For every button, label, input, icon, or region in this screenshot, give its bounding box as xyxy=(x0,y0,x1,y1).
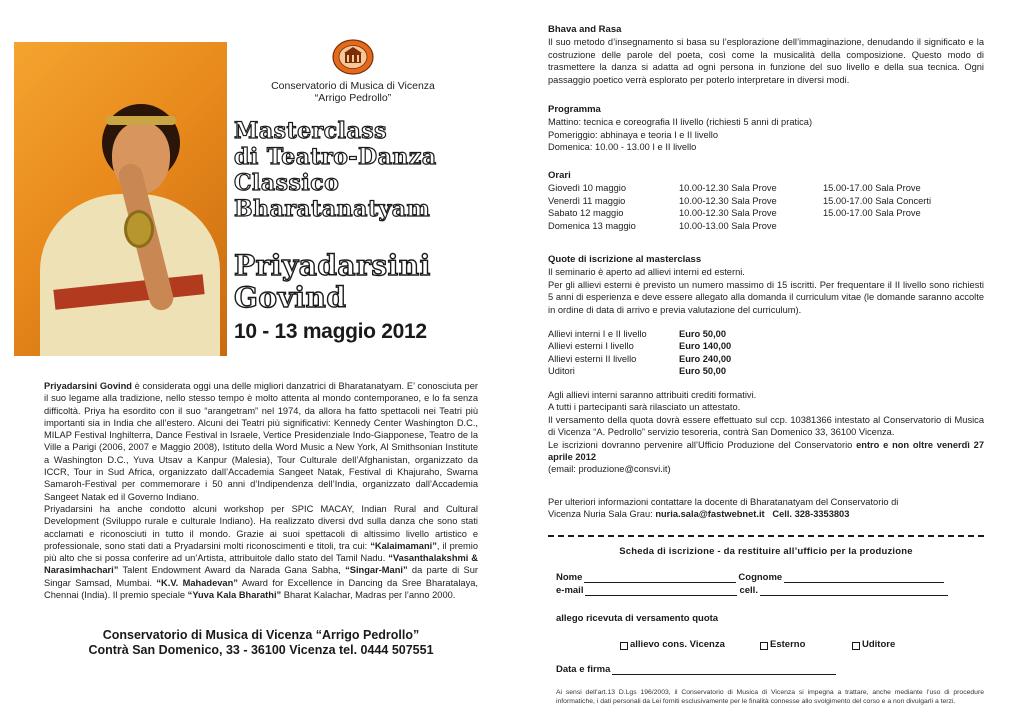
cognome-field[interactable] xyxy=(784,572,944,583)
title-line-3: Classico xyxy=(234,170,340,196)
schedule-day: Venerdì 11 maggio xyxy=(548,195,626,206)
cognome-label: Cognome xyxy=(738,572,783,583)
schedule-morning: 10.00-12.30 Sala Prove xyxy=(679,183,777,194)
schedule-day: Giovedì 10 maggio xyxy=(548,183,627,194)
fee-row xyxy=(548,353,848,365)
schedule-afternoon: 15.00-17.00 Sala Prove xyxy=(823,183,921,194)
orari-heading: Orari xyxy=(548,170,571,181)
schedule-afternoon: 15.00-17.00 Sala Concerti xyxy=(823,195,932,206)
footer-address xyxy=(44,628,478,658)
section-bhava-rasa xyxy=(548,24,984,86)
info-line-4a: Le iscrizioni dovranno pervenire all’Ufficio Produzione del Conservatorio xyxy=(548,439,857,450)
award-singar-mani: “Singar-Mani” xyxy=(345,565,408,576)
schedule-afternoon: 15.00-17.00 Sala Prove xyxy=(823,208,921,219)
schedule-row xyxy=(548,220,984,232)
footer-line-1: Conservatorio di Musica di Vicenza “Arrigo Pedrollo” xyxy=(102,628,420,642)
biography xyxy=(44,380,478,601)
schedule-morning: 10.00-12.30 Sala Prove xyxy=(679,195,777,206)
section-programma xyxy=(548,104,984,154)
section-orari xyxy=(548,170,984,232)
cell-field[interactable] xyxy=(760,585,948,596)
conservatorio-name-line2: “Arrigo Pedrollo” xyxy=(314,92,392,104)
event-dates: 10 - 13 maggio 2012 xyxy=(234,320,427,343)
section-contact xyxy=(548,496,984,521)
contact-name: Vicenza Nuria Sala Grau: xyxy=(548,509,656,520)
contact-phone: Cell. 328-3353803 xyxy=(772,509,850,520)
bio-name: Priyadarsini Govind xyxy=(44,381,132,391)
schedule-row xyxy=(548,207,984,219)
dancer-headpiece xyxy=(106,116,176,125)
data-firma-label: Data e firma xyxy=(556,664,611,675)
option-allievo[interactable] xyxy=(620,639,725,650)
conservatorio-name xyxy=(250,80,456,104)
teacher-name xyxy=(234,250,504,314)
title-line-1: Masterclass xyxy=(234,118,388,144)
award-yuva-kala-bharathi: “Yuva Kala Bharathi” xyxy=(187,590,282,601)
teacher-first-name: Priyadarsini xyxy=(234,249,431,282)
bhava-heading: Bhava and Rasa xyxy=(548,24,622,35)
cut-line-divider xyxy=(548,535,984,537)
checkbox-esterno[interactable] xyxy=(760,642,768,650)
schedule-day: Domenica 13 maggio xyxy=(548,220,636,231)
quote-line-2: Per gli allievi esterni è previsto un numero massimo di 15 iscritti. Per frequentare il II livello sono richiesti 5 anni di esperienza e deve essere allegato alla domanda il curriculum vitae (le domande saranno accolte in ordine di data di arrivo e previa valutazione del curriculum). xyxy=(548,279,984,315)
fee-value: Euro 50,00 xyxy=(679,366,727,377)
footer-line-2: Contrà San Domenico, 33 - 36100 Vicenza tel. 0444 507551 xyxy=(88,643,434,657)
privacy-notice: Ai sensi dell’art.13 D.Lgs 196/2003, il Conservatorio di Musica di Vicenza si impegna a trattare, anche mediante l’uso di procedure informatiche, i dati personali da Lei forniti esclusivamente per le finalità connesse allo svolgimento del corso e a non divulgarli a terzi. xyxy=(556,689,984,705)
nome-label: Nome xyxy=(556,572,583,583)
conservatorio-name-line1: Conservatorio di Musica di Vicenza xyxy=(271,80,435,92)
form-row-date-signature xyxy=(556,664,836,675)
info-line-3: Il versamento della quota dovrà essere effettuato sul ccp. 10381366 intestato al Conservatorio di Musica di Vicenza “A. Pedrollo” servizio tesoreria, contrà San Domenico 33, 36100 Vicenza. xyxy=(548,414,984,438)
fee-row xyxy=(548,365,848,377)
fee-label: Allievi interni I e II livello xyxy=(548,329,647,339)
award-kalaimamani: “Kalaimamani” xyxy=(370,540,437,551)
info-email[interactable]: (email: produzione@consvi.it) xyxy=(548,464,671,475)
form-row-contact xyxy=(556,585,948,596)
form-title: Scheda di iscrizione - da restituire all’ufficio per la produzione xyxy=(619,546,913,557)
quote-heading: Quote di iscrizione al masterclass xyxy=(548,254,702,265)
checkbox-allievo[interactable] xyxy=(620,642,628,650)
quote-line-1: Il seminario è aperto ad allievi interni ed esterni. xyxy=(548,267,745,278)
contact-email-link[interactable]: nuria.sala@fastwebnet.it xyxy=(655,509,765,520)
award-vasanthalakshmi: “Vasanthalakshmi & Narasimhachari” xyxy=(44,553,478,576)
option-uditore-label: Uditore xyxy=(862,639,896,650)
teacher-last-name: Govind xyxy=(234,281,347,314)
option-allievo-label: allievo cons. Vicenza xyxy=(630,639,725,650)
programma-line: Domenica: 10.00 - 13.00 I e II livello xyxy=(548,142,697,153)
option-uditore[interactable] xyxy=(852,639,895,650)
info-line-1: Agli allievi interni saranno attribuiti crediti formativi. xyxy=(548,390,757,400)
masterclass-title xyxy=(234,118,504,222)
fee-row xyxy=(548,328,848,340)
contact-line-2 xyxy=(548,508,984,520)
bhava-text: Il suo metodo d’insegnamento si basa su l’esplorazione dell’immaginazione, denudando il significato e la costruzione delle parole del poeta, così come la musicalità della composizione. Questo modo di trasmettere la danza si adatta ad ogni persona in funzione del suo livello e della sua tecnica. Ogni passaggio poetico verrà esplorato per poterlo interpretare in diversi modi. xyxy=(548,37,984,85)
checkbox-uditore[interactable] xyxy=(852,642,860,650)
fee-label: Uditori xyxy=(548,366,575,377)
award-mahadevan: “K.V. Mahadevan” xyxy=(156,577,238,588)
schedule-row xyxy=(548,182,984,194)
cell-label: cell. xyxy=(739,585,758,596)
dancer-photo xyxy=(14,42,227,356)
option-esterno[interactable] xyxy=(760,639,805,650)
section-quote xyxy=(548,254,984,316)
data-firma-field[interactable] xyxy=(612,664,836,675)
bio-text-2a: Priyadarsini ha anche condotto alcuni workshop per SPIC MACAY, Indian Rural and Cultural Development (Sviluppo rurale e culturale Indiano). Ha realizzato diversi dvd sulla danza che sono stati acclamati e riconosciuti in tutto il mondo. Grazie ai suoi spettacoli di altissimo livello artistico e professionale, sono stati dati a Pryadarsini molti riconoscimenti e titoli, tra cui: xyxy=(44,503,478,551)
bio-paragraph-2 xyxy=(44,503,478,601)
fees-table xyxy=(548,328,848,378)
nome-field[interactable] xyxy=(584,572,736,583)
schedule-afternoon xyxy=(823,220,983,232)
schedule-morning: 10.00-13.00 Sala Prove xyxy=(679,220,777,231)
schedule-row xyxy=(548,195,984,207)
bio-text-2c: Talent Endowment Award da Narada Gana Sabha, xyxy=(118,565,346,576)
fee-value: Euro 240,00 xyxy=(679,353,732,364)
email-field[interactable] xyxy=(585,585,737,596)
allego-label: allego ricevuta di versamento quota xyxy=(556,613,719,624)
fee-row xyxy=(548,340,848,352)
title-line-4: Bharatanatyam xyxy=(234,196,431,222)
info-line-2: A tutti i partecipanti sarà rilasciato un attestato. xyxy=(548,402,741,413)
schedule-morning: 10.00-12.30 Sala Prove xyxy=(679,208,777,219)
programma-line: Mattino: tecnica e coreografia II livello (richiesti 5 anni di pratica) xyxy=(548,117,813,128)
bio-text-2b: , il premio più alto che si possa conferire ad un’Artista, attribuitole dallo stato del Tamil Nadu. xyxy=(44,540,478,564)
dancer-necklace xyxy=(124,210,154,248)
fee-label: Allievi esterni I livello xyxy=(548,341,634,352)
option-esterno-label: Esterno xyxy=(770,639,806,650)
fee-value: Euro 50,00 xyxy=(679,329,727,339)
deadline: entro e non oltre venerdì 27 aprile 2012 xyxy=(548,439,984,463)
programma-line: Pomeriggio: abhinaya e teoria I e II livello xyxy=(548,129,719,140)
fee-value: Euro 140,00 xyxy=(679,341,732,352)
conservatorio-logo-icon xyxy=(330,38,376,76)
fee-label: Allievi esterni II livello xyxy=(548,353,637,364)
bio-text-2e: Award for Excellence in Dancing da Sree Bharatalaya, Chennai (India). Il premio speciale xyxy=(44,577,478,601)
email-label: e-mail xyxy=(556,585,584,596)
form-row-name xyxy=(556,572,944,583)
programma-heading: Programma xyxy=(548,104,601,115)
section-info xyxy=(548,389,984,476)
bio-text-2d: da parte di Sur Singar Samsad, Mumbai. xyxy=(44,565,478,588)
info-line-4 xyxy=(548,439,984,464)
title-line-2: di Teatro-Danza xyxy=(234,144,437,170)
schedule-day: Sabato 12 maggio xyxy=(548,208,624,219)
contact-line-1: Per ulteriori informazioni contattare la docente di Bharatanatyam del Conservatorio di xyxy=(548,497,899,507)
bio-text-1: è considerata oggi una delle migliori danzatrici di Bharatanatyam. E’ conosciuta per il suo legame alla tradizione, nello stesso tempo è molto attenta al mondo contemporaneo, e lo fa senza difficoltà. Priya ha esordito con il suo “arangetram” nel 1974, da allora ha fatto spettacoli nei Teatri più importanti sia in India che all’estero. Alcuni dei Teatri più significativi: Kennedy Center Washington D.C., MILAP Festival Inghilterra, Dance Festival in Israele, Vertice Presidenziale Indo-Giapponese, Teatro de la Ville a Parigi (2006, 2007 e Maggio 2008), Istituto della Word Music a New York, Al Smithsonian Institute a Washington D.C., Yuva Utsav a Kanpur (Malesia), Tour Culturale dell’Afghanistan, organizzato da ICCR, Tour in Sud Africa, organizzato dall’Accademia Sangeet Natak, Festival di Khajuraho, Swarna Samaroh-Festival per commemorare i 50 anni d’Indipendenza dell’India, organizzato dall’Accademia Sangeet Natak ed il Governo Indiano. xyxy=(44,381,478,502)
bio-paragraph-1 xyxy=(44,380,478,503)
bio-text-2f: Bharat Kalachar, Madras per l’anno 2000. xyxy=(281,590,456,601)
